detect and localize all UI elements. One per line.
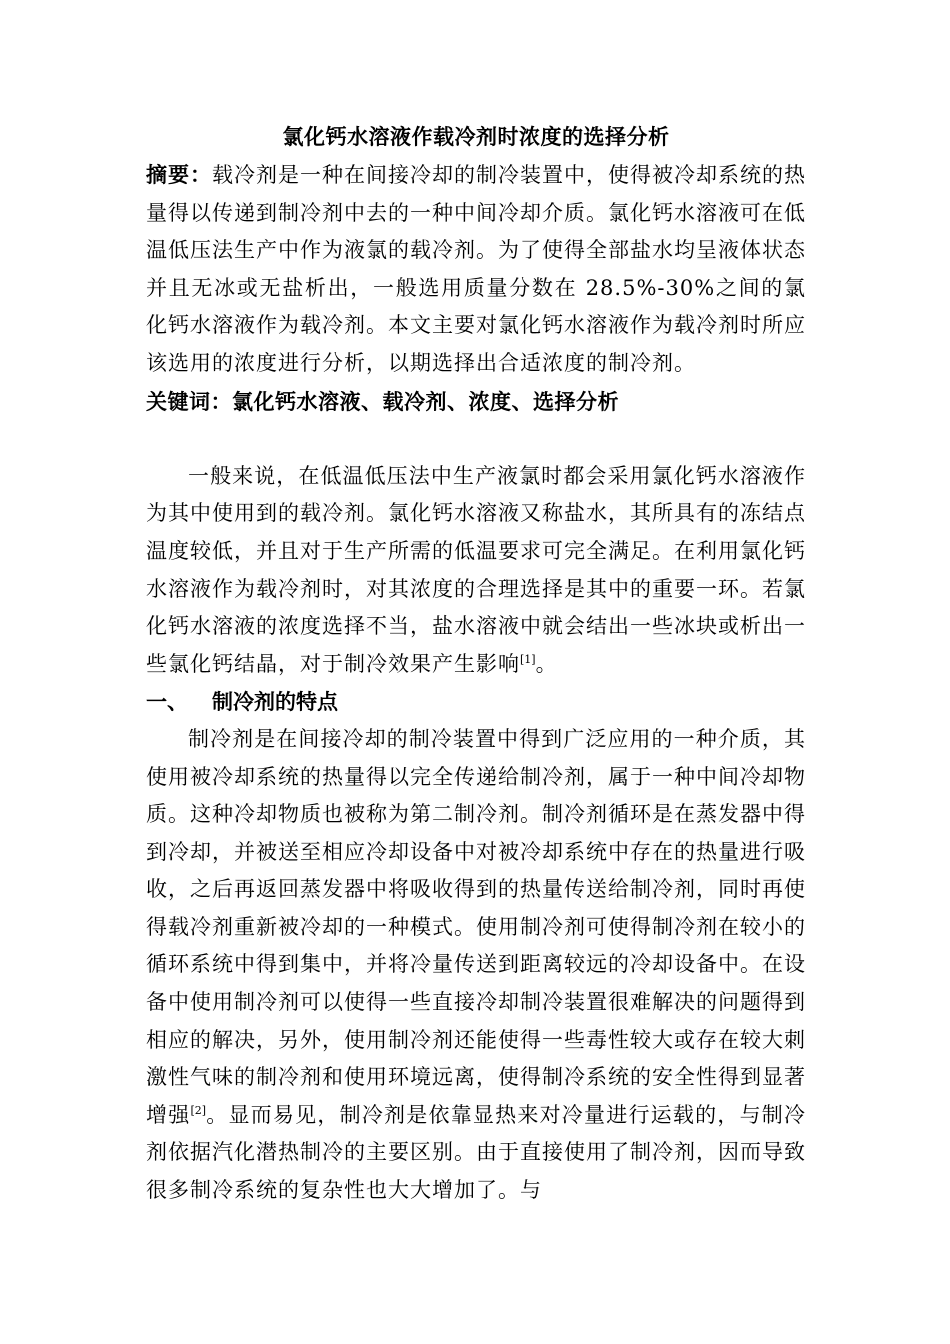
abstract-text: 载冷剂是一种在间接冷却的制冷装置中，使得被冷却系统的热量得以传递到制冷剂中去的一种中间冷却介质。氯化钙水溶液可在低温低压法生产中作为液氯的载冷剂。为了使得全部盐水均呈液体状态并且无冰或无盐析出，一般选用质量分数在 28.5%-30%之间的氯化钙水溶液作为载冷剂。本文主要对氯化钙水溶液作为载冷剂时所应该选用的浓度进行分析，以期选择出合适浓度的制冷剂。 (146, 163, 806, 375)
citation-ref-1: [1] (520, 652, 536, 666)
section-text-a: 制冷剂是在间接冷却的制冷装置中得到广泛应用的一种介质，其使用被冷却系统的热量得以完全传递给制冷剂，属于一种中间冷却物质。这种冷却物质也被称为第二制冷剂。制冷剂循环是在蒸发器中得到冷却，并被送至相应冷却设备中对被冷却系统中存在的热量进行吸收，之后再返回蒸发器中将吸收得到的热量传送给制冷剂，同时再使得载冷剂重新被冷却的一种模式。使用制冷剂可使得制冷剂在较小的循环系统中得到集中，并将冷量传送到距离较远的冷却设备中。在设备中使用制冷剂可以使得一些直接冷却制冷装置很难解决的问题得到相应的解决，另外，使用制冷剂还能使得一些毒性较大或存在较大刺激性气味的制冷剂和使用环境远离，使得制冷系统的安全性得到显著增强 (146, 726, 806, 1127)
citation-ref-2: [2] (190, 1103, 207, 1117)
intro-paragraph (146, 458, 806, 684)
intro-end: 。 (535, 651, 558, 676)
keywords-line (146, 383, 806, 421)
section-paragraph (146, 721, 806, 1210)
section-heading (146, 683, 806, 721)
section-text-b: 。显而易见，制冷剂是依靠显热来对冷量进行运载的，与制冷剂依据汽化潜热制冷的主要区别。由于直接使用了制冷剂，因而导致很多制冷系统的复杂性也大大增加了。与 (146, 1102, 807, 1203)
intro-text: 一般来说，在低温低压法中生产液氯时都会采用氯化钙水溶液作为其中使用到的载冷剂。氯化钙水溶液又称盐水，其所具有的冻结点温度较低，并且对于生产所需的低温要求可完全满足。在利用氯化钙水溶液作为载冷剂时，对其浓度的合理选择是其中的重要一环。若氯化钙水溶液的浓度选择不当，盐水溶液中就会结出一些冰块或析出一些氯化钙结晶，对于制冷效果产生影响 (146, 463, 806, 676)
section-heading-text: 制冷剂的特点 (212, 689, 338, 715)
blank-line (146, 420, 806, 458)
section-number: 一、 (146, 689, 188, 715)
document-page (146, 118, 806, 1210)
abstract-label: 摘要： (146, 162, 212, 187)
document-title: 氯化钙水溶液作载冷剂时浓度的选择分析 (282, 124, 670, 149)
keywords-text: 氯化钙水溶液、载冷剂、浓度、选择分析 (232, 388, 619, 414)
keywords-label: 关键词： (146, 388, 232, 414)
abstract-paragraph (146, 156, 806, 383)
